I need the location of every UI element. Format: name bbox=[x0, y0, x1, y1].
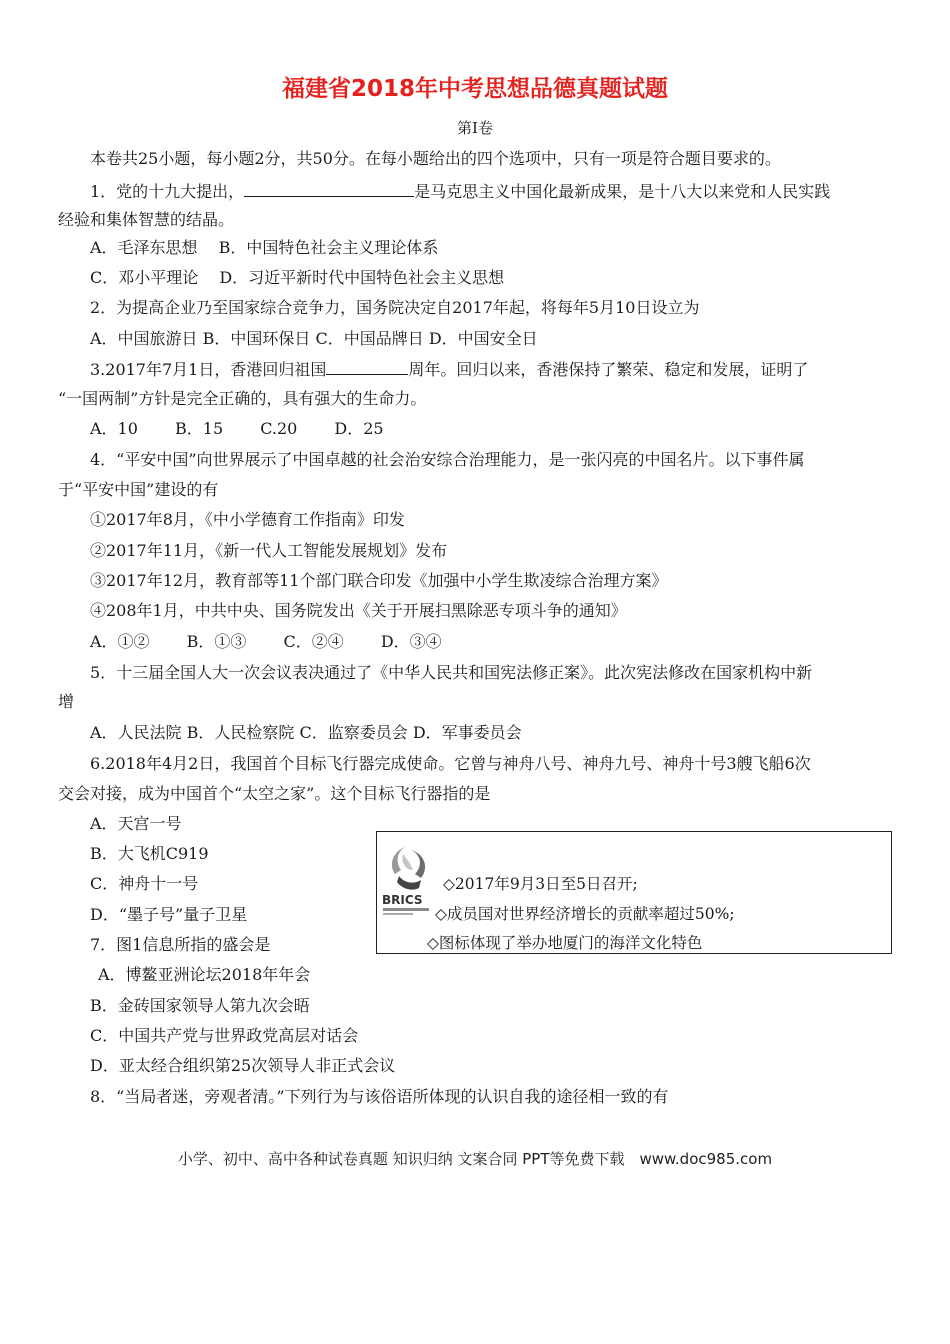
question-6-option-a: A．天宫一号 bbox=[90, 814, 182, 833]
question-3-options: A．10 B．15 C.20 D．25 bbox=[90, 419, 384, 438]
question-5-options: A．人民法院 B．人民检察院 C．监察委员会 D．军事委员会 bbox=[90, 723, 522, 742]
question-3-prefix: 3.2017年7月1日，香港回归祖国 bbox=[90, 360, 327, 379]
question-4-item-3: ③2017年12月，教育部等11个部门联合印发《加强中小学生欺凌综合治理方案》 bbox=[90, 571, 668, 590]
instructions: 本卷共25小题，每小题2分，共50分。在每小题给出的四个选项中，只有一项是符合题目要求的。 bbox=[90, 149, 781, 168]
question-4-item-2: ②2017年11月，《新一代人工智能发展规划》发布 bbox=[90, 541, 448, 560]
question-6-continuation: 交会对接，成为中国首个“太空之家”。这个目标飞行器指的是 bbox=[58, 784, 491, 803]
question-1-stem bbox=[90, 181, 830, 202]
info-line-1: ◇2017年9月3日至5日召开; bbox=[443, 875, 638, 893]
question-3-stem bbox=[90, 359, 808, 380]
question-6-stem: 6.2018年4月2日，我国首个目标飞行器完成使命。它曾与神舟八号、神舟九号、神舟十号3艘飞船6次 bbox=[90, 754, 811, 773]
answer-blank bbox=[244, 181, 414, 197]
question-2-options: A．中国旅游日 B．中国环保日 C．中国品牌日 D．中国安全日 bbox=[90, 329, 538, 348]
question-3-continuation: “一国两制”方针是完全正确的，具有强大的生命力。 bbox=[58, 389, 427, 408]
info-line-3: ◇图标体现了举办地厦门的海洋文化特色 bbox=[427, 934, 703, 952]
question-3-suffix: 周年。回归以来，香港保持了繁荣、稳定和发展，证明了 bbox=[408, 360, 809, 379]
question-4-item-4: ④208年1月，中共中央、国务院发出《关于开展扫黑除恶专项斗争的通知》 bbox=[90, 601, 627, 620]
figure-1-info-box bbox=[376, 831, 892, 954]
question-1-suffix: 是马克思主义中国化最新成果，是十八大以来党和人民实践 bbox=[414, 182, 831, 201]
question-7-option-c: C．中国共产党与世界政党高层对话会 bbox=[90, 1026, 359, 1045]
question-4-continuation: 于“平安中国”建设的有 bbox=[58, 480, 219, 499]
question-5-stem: 5．十三届全国人大一次会议表决通过了《中华人民共和国宪法修正案》。此次宪法修改在国家机构中新 bbox=[90, 663, 813, 682]
question-1-options-cd: C．邓小平理论 D．习近平新时代中国特色社会主义思想 bbox=[90, 268, 505, 287]
question-6-option-c: C．神舟十一号 bbox=[90, 874, 199, 893]
question-4-item-1: ①2017年8月，《中小学德育工作指南》印发 bbox=[90, 510, 405, 529]
answer-blank bbox=[326, 359, 408, 375]
brics-logo-icon bbox=[381, 840, 433, 930]
page-footer: 小学、初中、高中各种试卷真题 知识归纳 文案合同 PPT等免费下载 www.doc985.com bbox=[177, 1150, 773, 1168]
question-8-stem: 8．“当局者迷，旁观者清。”下列行为与该俗语所体现的认识自我的途径相一致的有 bbox=[90, 1087, 669, 1106]
question-7-stem: 7．图1信息所指的盛会是 bbox=[90, 935, 271, 954]
brics-logo-text: BRICS bbox=[382, 893, 423, 907]
question-2-stem: 2．为提高企业乃至国家综合竞争力，国务院决定自2017年起，将每年5月10日设立为 bbox=[90, 298, 700, 317]
question-7-option-b: B．金砖国家领导人第九次会晤 bbox=[90, 996, 310, 1015]
page-title: 福建省2018年中考思想品德真题试题 bbox=[281, 76, 668, 102]
question-7-option-a: A．博鳌亚洲论坛2018年年会 bbox=[98, 965, 311, 984]
question-7-option-d: D．亚太经合组织第25次领导人非正式会议 bbox=[90, 1056, 396, 1075]
question-4-options: A．①② B．①③ C．②④ D．③④ bbox=[90, 632, 442, 651]
question-4-stem: 4．“平安中国”向世界展示了中国卓越的社会治安综合治理能力，是一张闪亮的中国名片。以下事件属 bbox=[90, 450, 805, 469]
question-6-option-b: B．大飞机C919 bbox=[90, 844, 209, 863]
question-6-option-d: D．“墨子号”量子卫星 bbox=[90, 905, 248, 924]
question-1-prefix: 1．党的十九大提出， bbox=[90, 182, 245, 201]
question-5-continuation: 增 bbox=[58, 692, 75, 711]
question-1-continuation: 经验和集体智慧的结晶。 bbox=[58, 210, 235, 229]
info-line-2: ◇成员国对世界经济增长的贡献率超过50%; bbox=[435, 905, 735, 923]
question-1-options-ab: A．毛泽东思想 B．中国特色社会主义理论体系 bbox=[90, 238, 439, 257]
section-heading: 第Ⅰ卷 bbox=[457, 119, 493, 137]
